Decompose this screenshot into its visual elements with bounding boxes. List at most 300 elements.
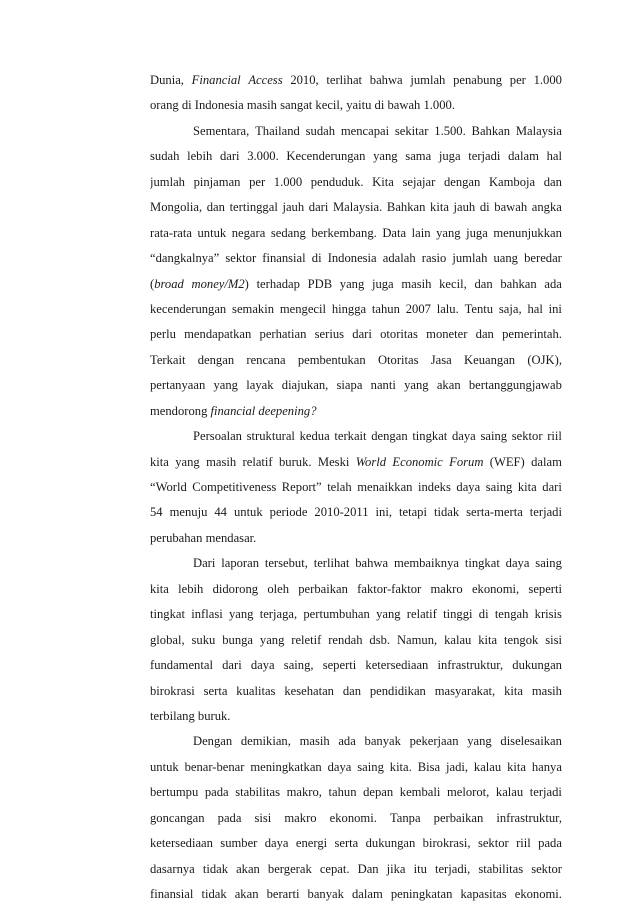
text-word: angka (531, 200, 562, 215)
text-word: Dunia, (150, 73, 184, 87)
text-word: saing (485, 480, 513, 494)
text-word: Persoalan (193, 429, 242, 444)
text-word: depan (363, 785, 394, 800)
text-word: rencana (246, 352, 286, 367)
text-word: hanya (531, 759, 562, 774)
text-line (150, 577, 562, 602)
text-word: 2010-2011 (314, 505, 369, 520)
text-word: dan (475, 327, 494, 342)
text-word: makro, (286, 785, 322, 800)
text-word: sektor (477, 836, 509, 851)
text-word: untuk (150, 759, 179, 774)
text-word: yang (467, 734, 492, 749)
text-word: sektor (511, 429, 543, 444)
text-word: Indonesia (327, 251, 377, 266)
text-word: PDB (307, 276, 333, 291)
text-word: ketersediaan (365, 658, 429, 673)
text-word: telah (327, 480, 352, 494)
text-word: Bahkan (471, 123, 511, 138)
text-line (150, 246, 562, 271)
text-word: menunjukkan (493, 225, 562, 240)
text-line (150, 551, 562, 576)
text-word: dasarnya (150, 861, 195, 876)
text-word: didorong (212, 581, 259, 596)
text-word: dengan (443, 174, 481, 189)
text-word: sedang (270, 225, 306, 240)
text-line (150, 424, 562, 449)
text-word: di (478, 607, 489, 622)
text-word: relatif (242, 454, 273, 469)
text-word: (broad (150, 276, 184, 291)
text-word: bawah (494, 200, 528, 215)
text-word: sekitar (394, 123, 429, 138)
text-word: jauh (453, 200, 476, 215)
text-word: demikian, (240, 734, 291, 749)
text-line (150, 348, 562, 373)
text-word: tetapi (398, 505, 427, 520)
text-word: kita (430, 200, 449, 215)
text-word: masih (299, 734, 330, 749)
text-line (150, 679, 562, 704)
text-word: perhatian (259, 327, 307, 342)
text-word: tingkat (412, 429, 448, 444)
text-word: energi (295, 836, 328, 851)
text-word: Sementara, (193, 123, 250, 138)
text-word: uang (493, 251, 518, 266)
text-word: infrastruktur, (437, 658, 504, 673)
text-word: goncangan (150, 810, 205, 825)
text-word: otoritas (380, 327, 418, 342)
text-word: Report” (281, 480, 322, 494)
text-word: Data (382, 225, 407, 240)
text-word: masih (531, 683, 562, 698)
text-word: daya (456, 480, 481, 494)
text-word: jauh (282, 200, 305, 215)
text-word: adalah (382, 251, 416, 266)
text-word: krisis (534, 607, 562, 622)
text-word: membaiknya (393, 556, 459, 571)
text-word: lebih (187, 149, 213, 164)
text-word: pada (538, 836, 562, 851)
text-word: terlihat (313, 556, 350, 571)
text-word: sejajar (402, 174, 436, 189)
text-word: yang (228, 607, 254, 622)
text-word: semakin (232, 301, 275, 316)
text-word: dalam (531, 454, 562, 469)
text-word: itu (413, 861, 427, 876)
text-word: Thailand (255, 123, 300, 138)
text-line (150, 729, 562, 754)
text-word: daya (250, 658, 275, 673)
text-word: Bahkan (386, 200, 426, 215)
text-word: tersebut, (264, 556, 308, 571)
text-word: seperti (528, 581, 562, 596)
text-line (150, 526, 562, 551)
text-line (150, 602, 562, 627)
text-word: mendapatkan (184, 327, 252, 342)
text-word: kita. (389, 759, 412, 774)
text-word: dari (308, 200, 329, 215)
text-word: ini (548, 301, 562, 316)
text-word: masyarakat, (434, 683, 496, 698)
text-word: riil (516, 836, 531, 851)
text-word: finansial (262, 251, 306, 266)
text-word: seperti (322, 658, 357, 673)
text-word: lain (411, 225, 431, 240)
text-line (150, 450, 562, 475)
text-word: pada (217, 810, 242, 825)
text-word: pinjaman (193, 174, 241, 189)
text-word: penduduk. (310, 174, 364, 189)
text-word: peningkatan (390, 887, 453, 901)
text-word: juga (438, 149, 461, 164)
text-word: masih (401, 276, 432, 291)
text-word: Dari (193, 556, 216, 571)
text-word: pendidikan (369, 683, 426, 698)
text-word: Mongolia, (150, 200, 203, 215)
text-word: stabilitas (478, 861, 524, 876)
text-word: mencapai (340, 123, 390, 138)
text-word: Bisa (417, 759, 441, 774)
text-word: 1.000 (273, 174, 303, 189)
text-word: jumlah (150, 174, 185, 189)
text-word: hal (527, 301, 543, 316)
text-word: dari (352, 327, 372, 342)
text-word: menaikkan (357, 480, 413, 494)
text-word: periode (269, 505, 308, 520)
text-word: bergerak (267, 861, 312, 876)
text-word: negara (231, 225, 266, 240)
text-word: infrastruktur, (496, 810, 562, 825)
text-word: jumlah (452, 251, 488, 266)
text-word: per (509, 73, 526, 87)
text-word: oleh (267, 581, 289, 596)
text-word: birokrasi (150, 683, 195, 698)
text-word: terjadi (468, 149, 501, 164)
text-word: terjadi (529, 785, 562, 800)
text-line (150, 500, 562, 525)
text-word: tingkat (150, 607, 185, 622)
text-word: serius (314, 327, 345, 342)
text-word: di (479, 200, 490, 215)
text-word: Tentu (464, 301, 494, 316)
text-word: dalam (351, 887, 383, 901)
text-word: ketersediaan (150, 836, 213, 851)
text-word: Kita (372, 174, 394, 189)
text-word: kita (478, 632, 498, 647)
text-word: riil (547, 429, 562, 444)
text-word: orang di Indonesia masih sangat kecil, yaitu di bawah 1.000. (150, 98, 455, 113)
text-word: tahun (371, 301, 400, 316)
text-word: per (249, 174, 266, 189)
text-word: sudah (305, 123, 336, 138)
document-page (150, 68, 562, 907)
text-word: juga (466, 225, 488, 240)
text-line (150, 93, 562, 118)
text-word: bahwa (369, 73, 403, 87)
text-word: Dan (357, 861, 379, 876)
text-word: suku (191, 632, 216, 647)
text-line (150, 755, 562, 780)
text-word: akan (234, 887, 259, 901)
text-word: laporan (221, 556, 259, 571)
text-word: Otoritas (377, 352, 419, 367)
text-word: dukungan (512, 658, 562, 673)
text-line (150, 68, 562, 93)
text-word: yang (339, 276, 365, 291)
text-word: ekonomi. (329, 810, 377, 825)
text-word: saing (535, 556, 562, 571)
text-word: kembali (399, 785, 441, 800)
text-word: ekonomi. (514, 887, 562, 901)
text-line (150, 119, 562, 144)
text-word: Access (248, 73, 283, 87)
text-word: diajukan, (281, 378, 329, 393)
text-word: kalau (444, 632, 472, 647)
text-word: beredar (524, 251, 562, 266)
text-word: faktor-faktor (357, 581, 422, 596)
text-word: akan (436, 378, 461, 393)
text-word: yang (373, 149, 398, 164)
text-word: yang (404, 378, 429, 393)
text-word: bertanggungjawab (468, 378, 562, 393)
text-line (150, 831, 562, 856)
text-word: Meski (317, 454, 350, 469)
text-word: terkait (334, 429, 367, 444)
text-word: “World (150, 480, 187, 494)
text-word: reletif (291, 632, 322, 647)
text-line (150, 475, 562, 500)
text-word: layak (246, 378, 274, 393)
text-word: fundamental (150, 658, 213, 673)
text-word: Financial (191, 73, 241, 87)
text-word: untuk (233, 505, 263, 520)
text-word: menuju (169, 505, 208, 520)
text-line (150, 170, 562, 195)
text-word: saja, (498, 301, 522, 316)
text-word: money/M2) (191, 276, 249, 291)
text-word: juga (371, 276, 394, 291)
text-word: sumber (220, 836, 258, 851)
text-word: di (311, 251, 322, 266)
text-line (150, 322, 562, 347)
text-word: serta (203, 683, 228, 698)
text-word: tinggi (443, 607, 473, 622)
text-word: (WEF) (489, 454, 525, 469)
text-line (150, 221, 562, 246)
text-word: lebih (178, 581, 204, 596)
text-word: daya (451, 429, 476, 444)
text-line (150, 399, 562, 424)
text-word: Jasa (430, 352, 452, 367)
text-word: finansial (150, 887, 194, 901)
text-word: terjaga, (259, 607, 298, 622)
text-word: Malaysia. (332, 200, 383, 215)
text-word: kedua (299, 429, 330, 444)
text-word: Dengan (193, 734, 233, 749)
text-word: berarti (266, 887, 300, 901)
text-word: rata-rata (150, 225, 192, 240)
text-word: terjadi, (434, 861, 471, 876)
text-word: saing (357, 759, 384, 774)
text-word: saing (480, 429, 508, 444)
text-word: kesehatan (284, 683, 334, 698)
text-word: berkembang. (311, 225, 377, 240)
text-word: bertumpu (150, 785, 199, 800)
text-word: Competitiveness (192, 480, 277, 494)
text-word: kita (517, 480, 537, 494)
text-word: ada (338, 734, 356, 749)
text-word: dari (222, 658, 242, 673)
text-word: kita (504, 683, 523, 698)
text-word: sisi (545, 632, 562, 647)
text-word: dalam (508, 149, 539, 164)
text-word: relatif (406, 607, 437, 622)
text-word: nanti (370, 378, 396, 393)
text-line (150, 144, 562, 169)
text-word: kita (150, 454, 169, 469)
text-word: dan (543, 174, 562, 189)
text-word: kita (507, 759, 526, 774)
text-word: akan (236, 861, 260, 876)
text-word: yang (376, 607, 401, 622)
text-line (150, 297, 562, 322)
text-word: jika (386, 861, 406, 876)
text-word: tertinggal (229, 200, 278, 215)
text-word: tidak (201, 887, 227, 901)
text-word: serta (334, 836, 359, 851)
text-word: kita (150, 581, 169, 596)
text-word: sudah (150, 149, 180, 164)
text-word: serta-merta (466, 505, 523, 520)
text-word: daya (327, 759, 352, 774)
text-word: daya (264, 836, 289, 851)
text-line (150, 882, 562, 907)
text-word: ekonomi, (471, 581, 520, 596)
text-word: kalau (495, 785, 524, 800)
text-word: ini, (375, 505, 392, 520)
text-word: lalu. (436, 301, 459, 316)
text-word: Keuangan (464, 352, 516, 367)
text-word: hal (546, 149, 562, 164)
text-word: dari (219, 149, 240, 164)
text-word: dari (542, 480, 562, 494)
text-word: tahun (328, 785, 357, 800)
text-word: 44 (214, 505, 227, 520)
text-line (150, 272, 562, 297)
text-word: 1.500. (434, 123, 466, 138)
text-word: rendah (328, 632, 363, 647)
text-word: Namun, (396, 632, 438, 647)
text-word: pekerjaan (409, 734, 459, 749)
text-word: kapasitas (460, 887, 507, 901)
text-word: ada (544, 276, 562, 291)
text-word: makro (284, 810, 317, 825)
text-word: bunga (222, 632, 253, 647)
text-word: World (355, 454, 387, 469)
text-word: stabilitas (235, 785, 281, 800)
text-word: dengan (371, 429, 408, 444)
text-word: 54 (150, 505, 163, 520)
text-word: sektor (225, 251, 257, 266)
text-word: pada (204, 785, 229, 800)
text-word: banyak (307, 887, 344, 901)
text-word: inflasi (191, 607, 223, 622)
text-line (150, 704, 562, 729)
text-word: dan (474, 276, 493, 291)
text-word: 2010, (290, 73, 319, 87)
text-word: penabung (453, 73, 503, 87)
text-word: terbilang buruk. (150, 708, 231, 723)
text-word: hingga (331, 301, 367, 316)
text-word: Kecenderungan (286, 149, 366, 164)
text-word: tidak (202, 861, 229, 876)
text-line (150, 806, 562, 831)
text-word: sisi (254, 810, 272, 825)
text-word: (OJK), (527, 352, 562, 367)
text-word: mengecil (279, 301, 327, 316)
text-word: perlu (150, 327, 176, 342)
text-word: perbaikan (433, 810, 484, 825)
text-word: tidak (433, 505, 460, 520)
text-word: moneter (426, 327, 468, 342)
text-word: yang (213, 378, 238, 393)
text-word: melorot, (446, 785, 490, 800)
text-word: tingkat (464, 556, 500, 571)
text-word: sektor (531, 861, 562, 876)
text-word: Terkait (150, 352, 186, 367)
text-word: pertumbuhan (303, 607, 370, 622)
text-word: banyak (364, 734, 401, 749)
text-word: global, (150, 632, 185, 647)
text-line (150, 373, 562, 398)
text-line (150, 653, 562, 678)
text-word: struktural (246, 429, 295, 444)
text-word: Economic (392, 454, 443, 469)
text-word: terhadap (256, 276, 300, 291)
text-word: kecil, (439, 276, 467, 291)
text-word: daya (505, 556, 530, 571)
text-word: untuk (197, 225, 227, 240)
text-word: masih (206, 454, 237, 469)
text-word: indeks (418, 480, 451, 494)
text-word: pemerintah. (502, 327, 562, 342)
text-word: pembentukan (297, 352, 366, 367)
text-word: “dangkalnya” (150, 251, 220, 266)
text-word: 1.000 (533, 73, 562, 87)
text-word: benar-benar (184, 759, 245, 774)
text-word: jadi, (445, 759, 469, 774)
text-word: meningkatkan (250, 759, 322, 774)
text-word: siapa (336, 378, 363, 393)
text-word: bahwa (355, 556, 389, 571)
text-word: bahkan (500, 276, 537, 291)
text-word: cepat. (319, 861, 350, 876)
text-word: yang (175, 454, 200, 469)
text-word: 3.000. (247, 149, 279, 164)
text-word: pertanyaan (150, 378, 206, 393)
text-word: sama (405, 149, 432, 164)
text-word: dengan (197, 352, 235, 367)
text-word: terlihat (326, 73, 363, 87)
text-word: diselesaikan (500, 734, 562, 749)
text-word: dan (206, 200, 225, 215)
text-word: Forum (449, 454, 484, 469)
text-word: mendorong financial deepening? (150, 403, 317, 418)
text-word: kecenderungan (150, 301, 227, 316)
text-word: yang (259, 632, 285, 647)
text-word: makro (430, 581, 463, 596)
